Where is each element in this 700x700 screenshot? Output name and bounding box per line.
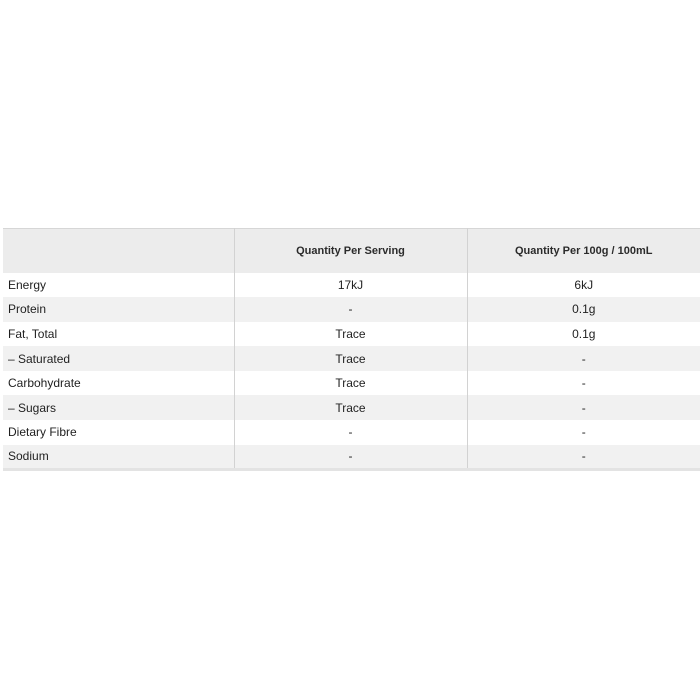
table-row <box>3 346 700 371</box>
nutrient-label: – Sugars <box>3 395 234 420</box>
header-quantity-per-serving: Quantity Per Serving <box>234 229 467 273</box>
nutrition-information-table <box>3 228 700 471</box>
table-row <box>3 322 700 347</box>
per-serving-value: 17kJ <box>234 273 467 298</box>
table-row <box>3 420 700 445</box>
nutrient-label: Carbohydrate <box>3 371 234 396</box>
per-100-value: 6kJ <box>574 277 594 292</box>
table-row <box>3 371 700 396</box>
table-row <box>3 297 700 322</box>
per-serving-value: Trace <box>234 346 467 371</box>
per-serving-value: - <box>234 297 467 322</box>
per-100-value: - <box>581 400 586 415</box>
per-100-value: - <box>581 425 586 440</box>
per-100-value: - <box>581 351 586 366</box>
per-100-value: 0.1g <box>572 326 596 341</box>
per-serving-value: - <box>234 445 467 470</box>
table-header-row <box>3 229 700 273</box>
per-serving-value: Trace <box>234 371 467 396</box>
nutrient-label: Sodium <box>3 445 234 470</box>
per-serving-value: Trace <box>234 395 467 420</box>
nutrient-label: Protein <box>3 297 234 322</box>
per-100-value: 0.1g <box>572 302 596 317</box>
per-100-value: - <box>581 449 586 464</box>
table-row <box>3 395 700 420</box>
nutrient-label: Energy <box>3 273 234 298</box>
per-serving-value: Trace <box>234 322 467 347</box>
nutrient-label: Fat, Total <box>3 322 234 347</box>
per-serving-value: - <box>234 420 467 445</box>
table-row <box>3 445 700 470</box>
nutrient-label: Dietary Fibre <box>3 420 234 445</box>
header-quantity-per-100: Quantity Per 100g / 100mL <box>467 229 700 273</box>
header-nutrient <box>3 229 234 273</box>
table-row <box>3 273 700 298</box>
nutrient-label: – Saturated <box>3 346 234 371</box>
per-100-value: - <box>581 376 586 391</box>
